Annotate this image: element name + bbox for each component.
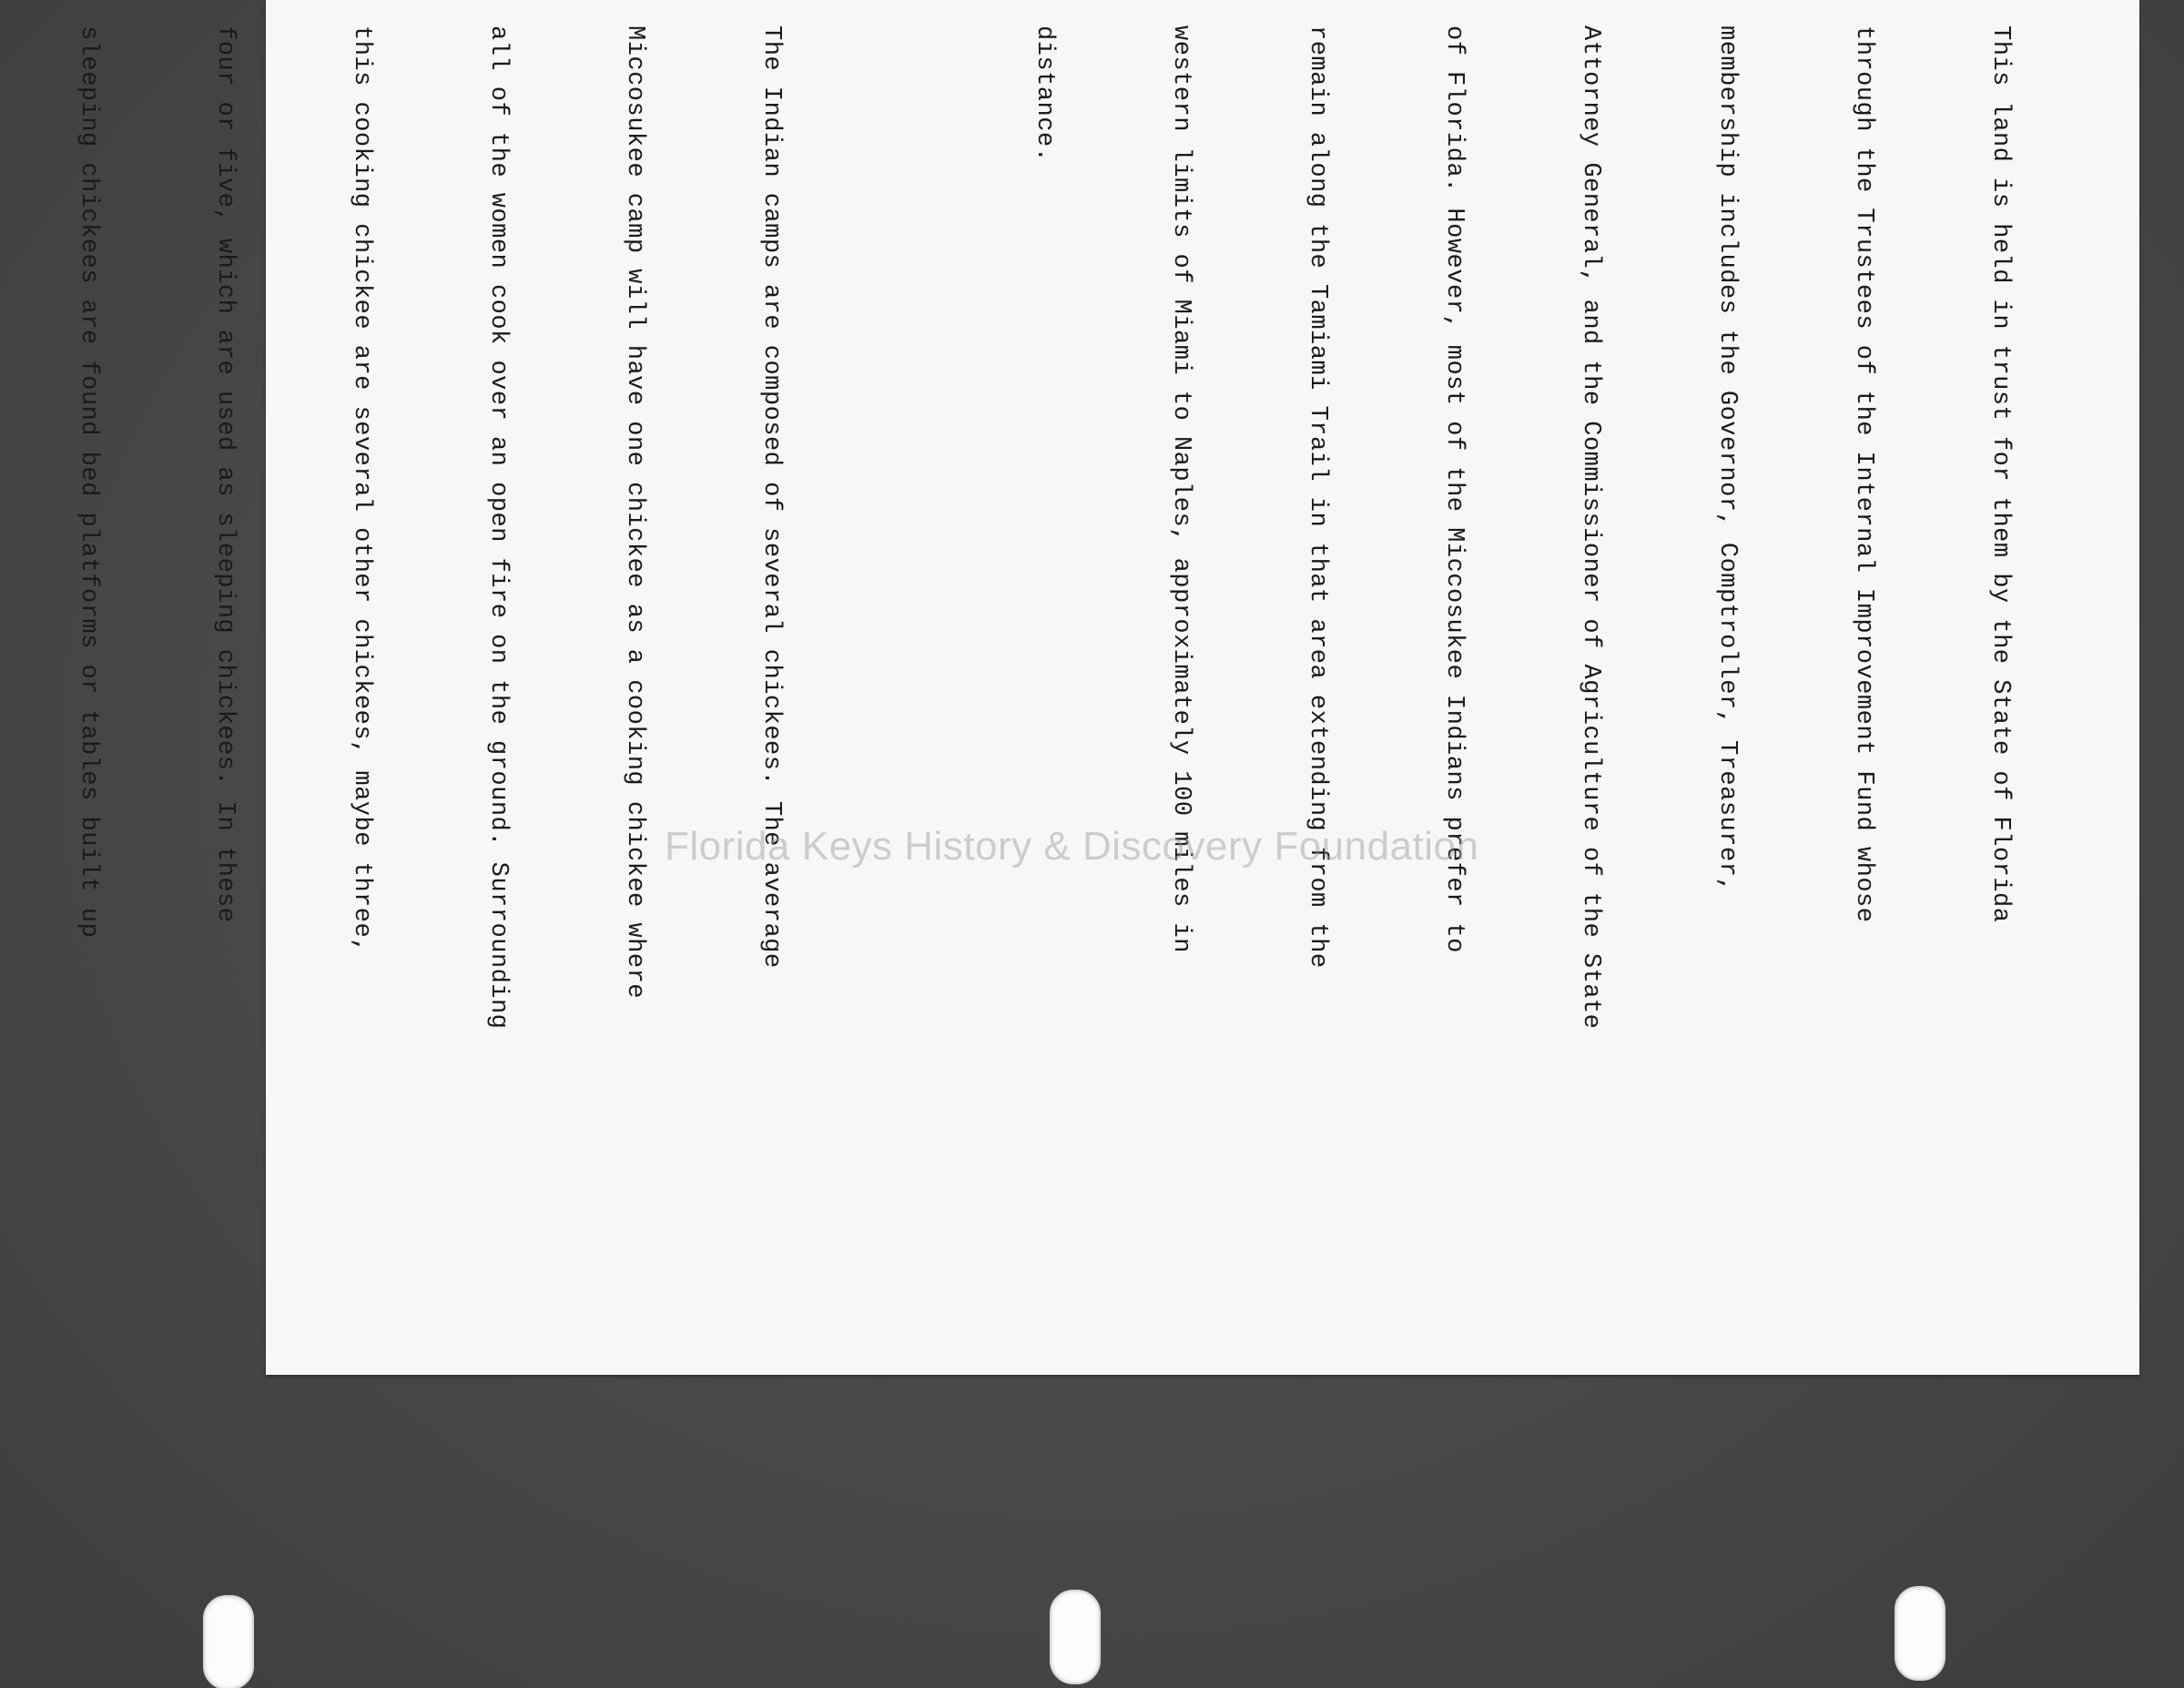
text-line: This land is held in trust for them by the State of Florida xyxy=(1986,25,2014,923)
text-line: four or five, which are used as sleeping chickees. In these xyxy=(211,25,239,923)
text-line: all of the women cook over an open fire on the ground. Surrounding xyxy=(484,25,512,1030)
text-line: sleeping chickees are found bed platforms or tables built up xyxy=(75,25,102,939)
paragraph-indian-camps xyxy=(0,25,885,1337)
rotated-text-block xyxy=(75,25,2114,1337)
text-line: this cooking chickee are several other chickees, maybe three, xyxy=(348,25,375,953)
binder-hole-icon xyxy=(1894,1586,1945,1681)
binder-hole-icon xyxy=(1050,1590,1101,1684)
foundation-watermark: Florida Keys History & Discovery Foundation xyxy=(665,824,1479,869)
typed-document-sheet xyxy=(75,0,2139,1375)
text-line: remain along the Tamiami Trail in that area extending from the xyxy=(1304,25,1331,969)
binder-hole-icon xyxy=(203,1595,254,1688)
text-line: membership includes the Governor, Comptroller, Treasurer, xyxy=(1713,25,1741,893)
text-line: Attorney General, and the Commissioner of Agriculture of the State xyxy=(1577,25,1604,1030)
text-line: The Indian camps are composed of several chickees. The average xyxy=(757,25,785,969)
text-line: of Florida. However, most of the Miccosukee Indians prefer to xyxy=(1440,25,1468,953)
text-line: distance. xyxy=(1031,25,1058,163)
text-line: western limits of Miami to Naples, approximately 100 miles in xyxy=(1167,25,1194,953)
paragraph-land-trust xyxy=(930,25,2114,1337)
text-line: Miccosukee camp will have one chickee as a cooking chickee where xyxy=(621,25,648,999)
text-line: through the Trustees of the Internal Improvement Fund whose xyxy=(1850,25,1877,923)
